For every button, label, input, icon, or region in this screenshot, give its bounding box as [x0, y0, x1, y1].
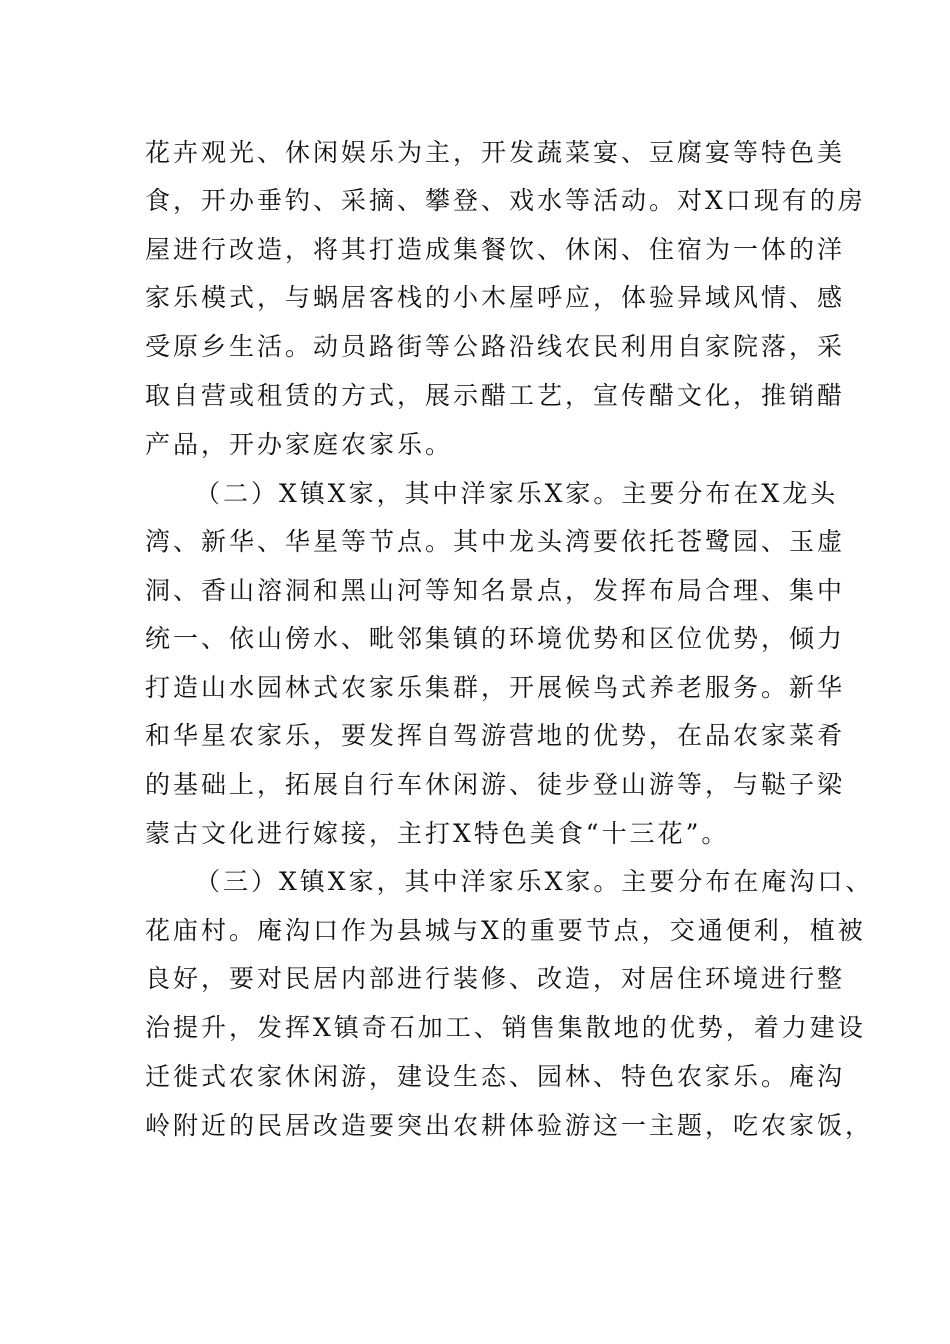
text-line: 迁徙式农家休闲游，建设生态、园林、特色农家乐。庵沟 [145, 1062, 846, 1091]
text-line: 食，开办垂钓、采摘、攀登、戏水等活动。对X口现有的房 [145, 186, 866, 215]
text-line: 取自营或租赁的方式，展示醋工艺，宣传醋文化，推销醋 [145, 381, 846, 410]
text-line: 花卉观光、休闲娱乐为主，开发蔬菜宴、豆腐宴等特色美 [145, 138, 846, 167]
text-line: 良好，要对民居内部进行装修、改造，对居住环境进行整 [145, 964, 846, 993]
text-line: 治提升，发挥X镇奇石加工、销售集散地的优势，着力建设 [145, 1013, 866, 1042]
paragraph-heading-2: （二）X镇X家，其中洋家乐X家。主要分布在X龙头 [195, 479, 839, 508]
text-line: 打造山水园林式农家乐集群，开展候鸟式养老服务。新华 [145, 673, 846, 702]
text-line: 产品，开办家庭农家乐。 [145, 430, 454, 459]
text-line: 的基础上，拓展自行车休闲游、徒步登山游等，与鞑子梁 [145, 770, 846, 799]
text-line: 受原乡生活。动员路街等公路沿线农民利用自家院落，采 [145, 332, 846, 361]
text-line: 岭附近的民居改造要突出农耕体验游这一主题，吃农家饭， [145, 1111, 874, 1140]
text-line: 屋进行改造，将其打造成集餐饮、休闲、住宿为一体的洋 [145, 235, 846, 264]
paragraph-heading-3: （三）X镇X家，其中洋家乐X家。主要分布在庵沟口、 [195, 867, 874, 896]
text-line: 家乐模式，与蜗居客栈的小木屋呼应，体验异域风情、感 [145, 283, 846, 312]
text-line: 统一、依山傍水、毗邻集镇的环境优势和区位优势，倾力 [145, 624, 846, 653]
text-line: 蒙古文化进行嫁接，主打X特色美食“十三花”。 [145, 819, 730, 848]
text-line: 花庙村。庵沟口作为县城与X的重要节点，交通便利，植被 [145, 916, 866, 945]
text-line: 和华星农家乐，要发挥自驾游营地的优势，在品农家菜肴 [145, 721, 846, 750]
text-line: 洞、香山溶洞和黑山河等知名景点，发挥布局合理、集中 [145, 576, 846, 605]
text-line: 湾、新华、华星等节点。其中龙头湾要依托苍鹭园、玉虚 [145, 527, 846, 556]
